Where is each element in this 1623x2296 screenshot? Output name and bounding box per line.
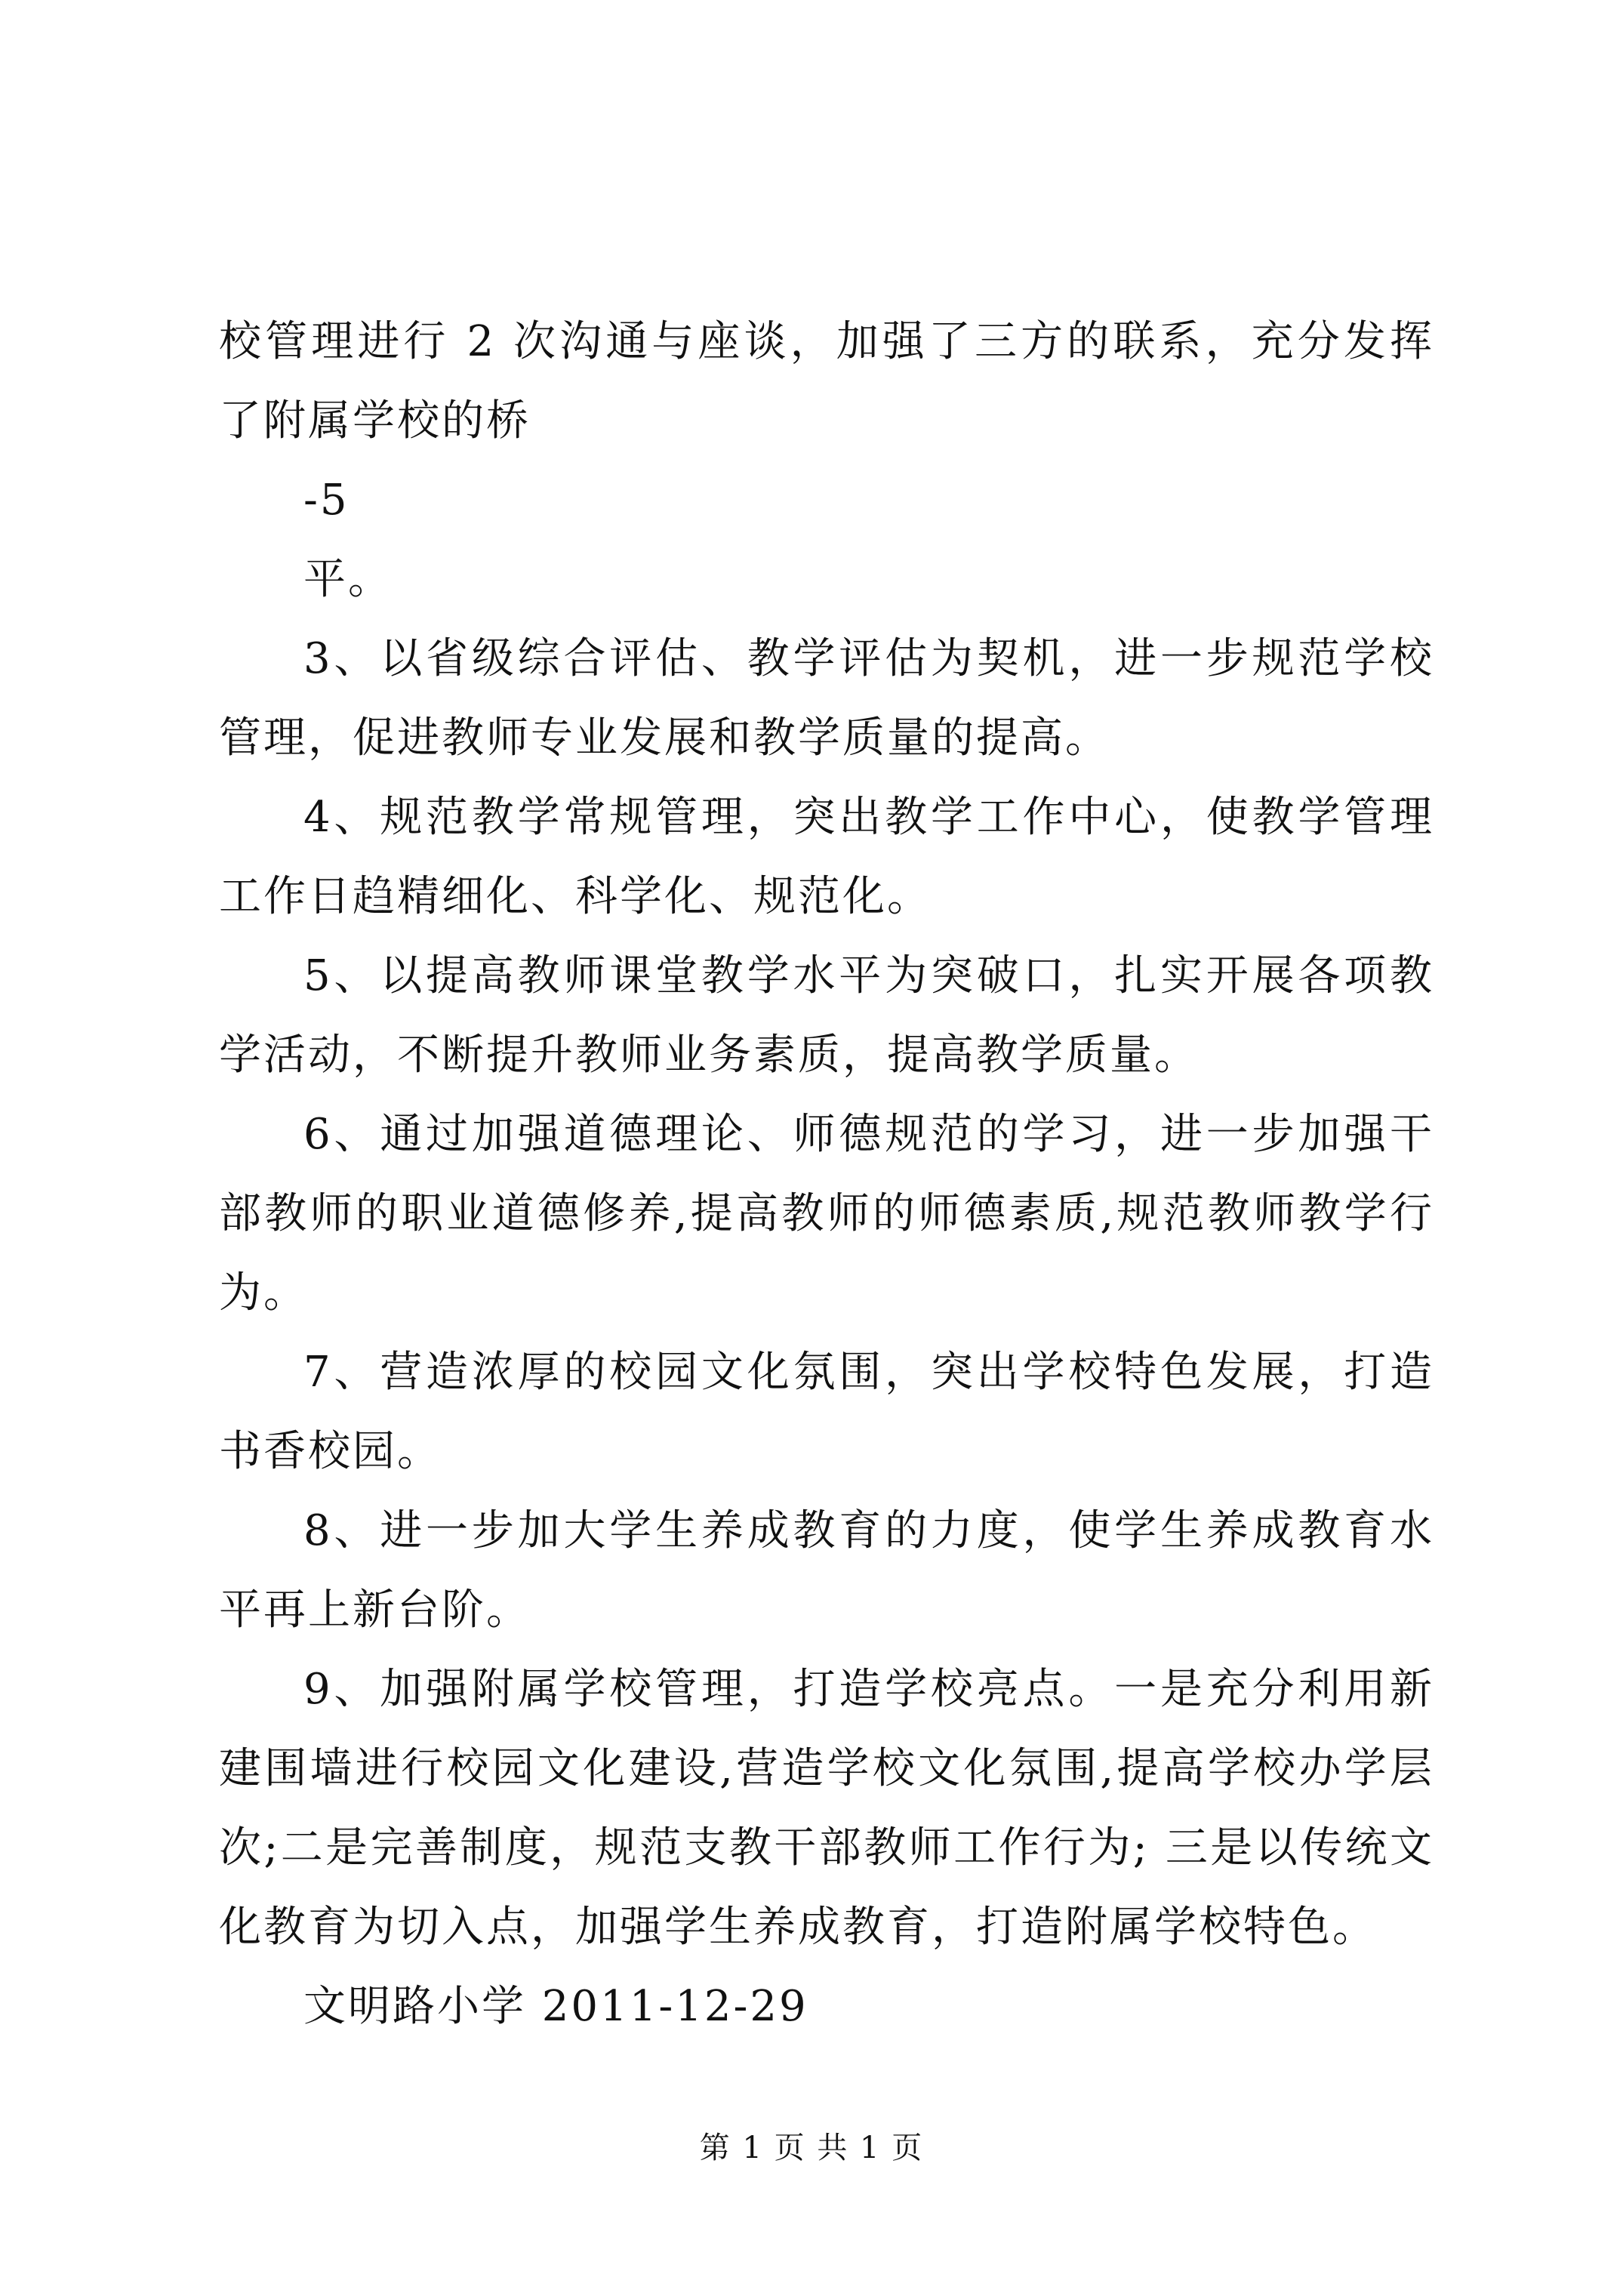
paragraph-page-marker: -5: [303, 476, 350, 525]
paragraph-item-9: 9、加强附属学校管理，打造学校亮点。一是充分利用新建围墙进行校园文化建设,营造学校文化氛围,提高学校办学层次;二是完善制度，规范支教干部教师工作行为; 三是以传统文化教育为切入点，加强学生养成教育，打造附属学校特色。: [219, 1665, 1434, 1952]
paragraph-item-8: 8、进一步加大学生养成教育的力度，使学生养成教育水平再上新台阶。: [219, 1506, 1434, 1635]
paragraph-item-3: 3、以省级综合评估、教学评估为契机，进一步规范学校管理，促进教师专业发展和教学质量的提高。: [219, 634, 1434, 763]
paragraph-fragment: 平。: [303, 555, 393, 604]
document-body: [219, 302, 1434, 2046]
paragraph-item-7: 7、营造浓厚的校园文化氛围，突出学校特色发展，打造书香校园。: [219, 1348, 1434, 1476]
paragraph-item-6: 6、通过加强道德理论、师德规范的学习，进一步加强干部教师的职业道德修养,提高教师的师德素质,规范教师教学行为。: [219, 1110, 1434, 1318]
page-footer: [0, 2125, 1623, 2171]
paragraph-continuation: 校管理进行 2 次沟通与座谈，加强了三方的联系，充分发挥了附属学校的桥: [219, 317, 1434, 445]
signature-line: 文明路小学 2011-12-29: [303, 1982, 808, 2031]
page-number-label: 第 1 页 共 1 页: [699, 2131, 924, 2165]
paragraph-item-4: 4、规范教学常规管理，突出教学工作中心，使教学管理工作日趋精细化、科学化、规范化。: [219, 793, 1434, 921]
paragraph-item-5: 5、以提高教师课堂教学水平为突破口，扎实开展各项教学活动，不断提升教师业务素质，提高教学质量。: [219, 951, 1434, 1080]
